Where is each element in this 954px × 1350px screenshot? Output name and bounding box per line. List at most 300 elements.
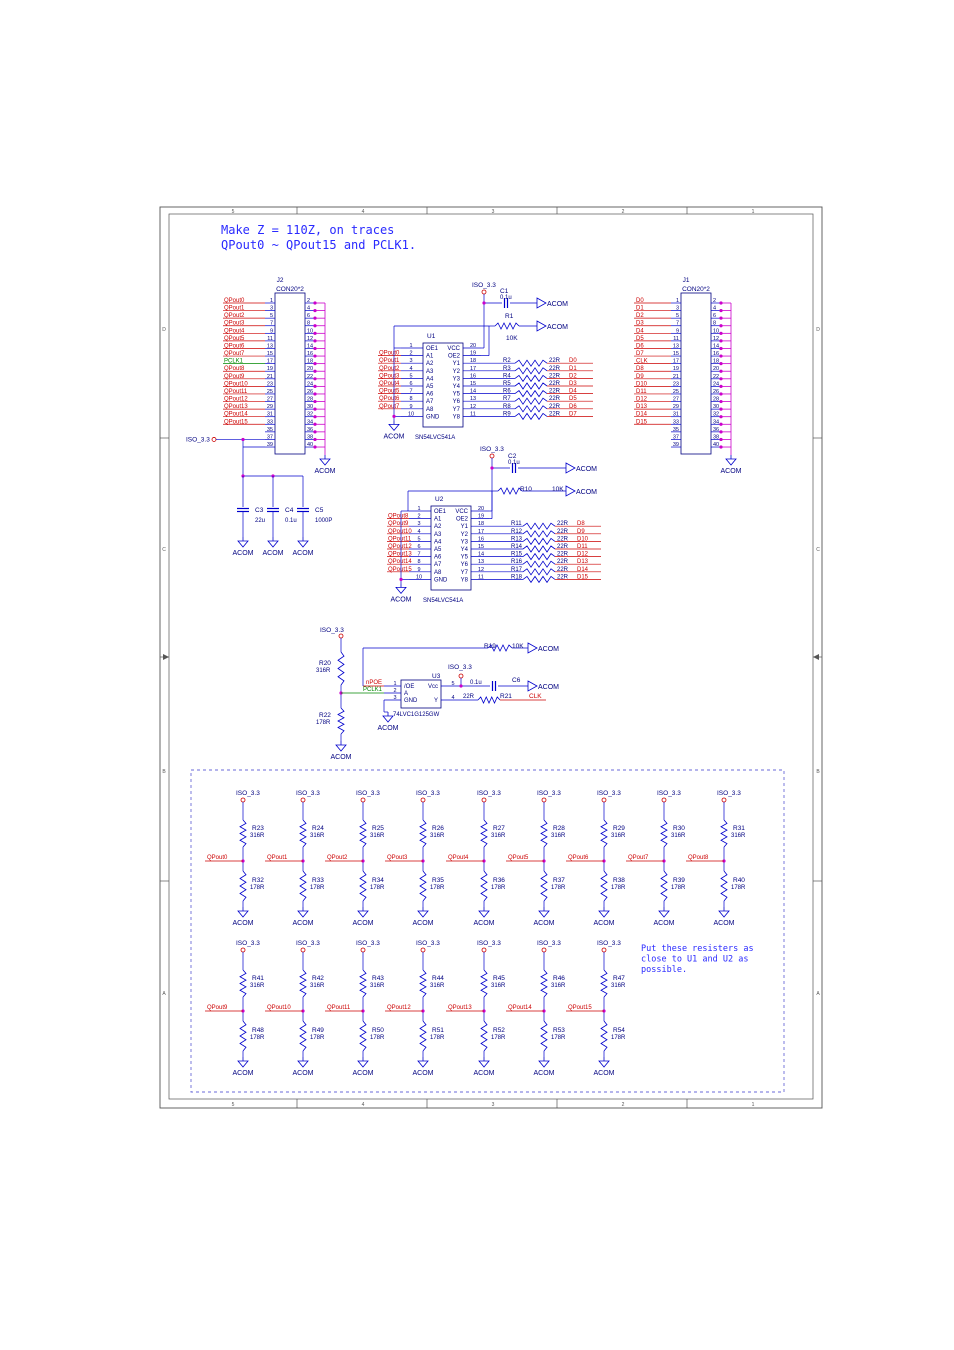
ground-icon — [336, 745, 346, 751]
net-label: D14 — [636, 411, 648, 418]
termination-pair — [506, 790, 566, 927]
net-label: QPout10 — [388, 528, 412, 535]
pin-number: 12 — [477, 566, 485, 573]
termination-pair — [686, 790, 746, 927]
pin-name: GND — [404, 698, 418, 704]
res-ref: R2 — [503, 358, 511, 365]
net-label: D10 — [577, 536, 589, 543]
pin-name: OE2 — [455, 516, 468, 523]
junction-dot — [482, 301, 485, 304]
res-value: 22R — [549, 365, 561, 372]
pin-name: Y7 — [460, 569, 468, 576]
res-ref: R12 — [511, 528, 523, 535]
net-label: D13 — [577, 559, 589, 566]
title-note — [221, 223, 416, 252]
supply-terminal — [241, 798, 245, 802]
ground-icon — [383, 716, 393, 722]
resistor-icon — [541, 820, 547, 847]
termination-pair — [205, 940, 265, 1077]
resistor-icon — [478, 697, 500, 703]
res-value: 316R — [611, 983, 626, 989]
pin-number: 23 — [672, 381, 679, 388]
res-value: 178R — [731, 885, 746, 891]
net-label: QPout5 — [224, 335, 245, 342]
net-label: D2 — [636, 313, 644, 320]
pin-name: Y6 — [452, 399, 460, 406]
res-ref: R27 — [493, 825, 505, 832]
pin-number: 36 — [307, 426, 314, 433]
res-value: 178R — [370, 885, 385, 891]
res-ref: R35 — [432, 877, 444, 884]
ground-label: ACOM — [262, 550, 284, 557]
frame-row-mark: B — [162, 769, 166, 775]
ground-icon — [479, 911, 489, 917]
pin-name: OE1 — [434, 509, 447, 515]
net-label: D1 — [569, 365, 577, 372]
connector-j2 — [186, 277, 336, 475]
pin-number: 38 — [713, 434, 720, 441]
res-value: 316R — [250, 983, 265, 989]
resistor-icon — [240, 871, 246, 901]
cap-value: 0.1u — [500, 295, 512, 301]
supply-label: ISO_3.3 — [480, 446, 504, 453]
pin-number: 19 — [477, 513, 485, 520]
net-label: QPout4 — [224, 328, 245, 335]
pin-number: 16 — [469, 373, 477, 380]
pin-number: 8 — [713, 320, 717, 327]
pin-number: 12 — [469, 403, 477, 410]
pin-number: 27 — [266, 396, 273, 403]
pin-number: 1 — [417, 506, 421, 512]
placement-note-line: Put these resisters as — [641, 944, 754, 954]
res-value: 22R — [557, 528, 569, 535]
res-ref: R36 — [493, 877, 505, 884]
net-label: QPout0 — [207, 855, 228, 861]
ground-label: ACOM — [232, 920, 254, 927]
connector-body — [681, 293, 711, 454]
net-label: QPout0 — [379, 350, 400, 357]
pin-number: 35 — [266, 426, 273, 433]
pin-number: 1 — [269, 298, 273, 304]
res-ref: R1 — [505, 313, 514, 320]
connector-j1 — [634, 277, 742, 475]
supply-label: ISO_3.3 — [477, 790, 501, 797]
connector-ref: J1 — [682, 277, 690, 284]
title-note-line: Make Z = 110Z, on traces — [221, 223, 395, 237]
ground-label: ACOM — [533, 920, 555, 927]
pin-number: 8 — [417, 559, 421, 566]
net-label: D12 — [636, 396, 648, 403]
ic-ref: U3 — [432, 673, 441, 680]
pin-number: 4 — [417, 528, 421, 535]
net-label: D1 — [636, 305, 644, 312]
net-label: QPout14 — [224, 411, 248, 418]
pin-name: A1 — [426, 353, 434, 360]
drawing-frame — [160, 207, 822, 1108]
ground-icon — [358, 911, 368, 917]
ground-label: ACOM — [292, 920, 314, 927]
ground-label: ACOM — [653, 920, 675, 927]
res-ref: R38 — [613, 877, 625, 884]
resistor-icon — [661, 871, 667, 901]
res-ref: R32 — [252, 877, 264, 884]
net-label: QPout10 — [267, 1005, 291, 1011]
net-label: nPOE — [366, 680, 383, 686]
net-label: QPout8 — [388, 513, 409, 520]
pin-number: 38 — [307, 434, 314, 441]
res-value: 22R — [557, 536, 569, 543]
ground-flag-label: ACOM — [547, 301, 568, 308]
res-ref: R25 — [372, 825, 384, 832]
net-label: QPout9 — [388, 521, 409, 528]
ground-icon — [268, 541, 278, 547]
resistor-icon — [661, 820, 667, 847]
pin-number: 1 — [409, 343, 413, 349]
ground-icon — [238, 1061, 248, 1067]
pin-number: 17 — [672, 358, 679, 365]
supply-label: ISO_3.3 — [537, 940, 561, 947]
pin-name: Y — [433, 698, 438, 704]
connector-body — [275, 293, 305, 454]
pin-name: Y4 — [460, 547, 468, 553]
net-label: D7 — [569, 411, 577, 418]
pin-number: 30 — [307, 404, 314, 411]
pin-name: VCC — [455, 509, 468, 515]
pin-number: 3 — [675, 305, 679, 312]
net-label: QPout7 — [628, 855, 649, 861]
frame-col-mark: 4 — [361, 209, 365, 215]
cap-value: 0.1u — [470, 680, 482, 686]
supply-label: ISO_3.3 — [717, 790, 741, 797]
resistor-icon — [360, 820, 366, 847]
supply-terminal — [602, 798, 606, 802]
res-ref: R6 — [503, 388, 511, 395]
pin-number: 39 — [672, 442, 679, 449]
cap-ref: C4 — [285, 507, 294, 514]
resistor-icon — [420, 970, 426, 997]
frame-arrow-icon — [813, 654, 819, 660]
pin-number: 30 — [713, 404, 720, 411]
pin-number: 10 — [713, 328, 720, 335]
res-value: 10K — [512, 643, 524, 650]
pin-number: 19 — [266, 366, 273, 373]
pin-number: 6 — [713, 313, 717, 320]
res-value: 22R — [549, 411, 561, 418]
pin-number: 19 — [469, 350, 477, 357]
pin-name: Y8 — [452, 414, 460, 421]
pin-number: 39 — [266, 442, 273, 449]
res-value: 10K — [552, 486, 564, 493]
net-label: D5 — [569, 396, 577, 403]
pin-name: Y2 — [460, 531, 468, 538]
res-value: 316R — [551, 983, 566, 989]
decoupling-caps — [233, 447, 333, 557]
termination-pair — [325, 790, 385, 927]
pin-name: VCC — [447, 346, 460, 352]
frame-col-mark: 1 — [751, 209, 755, 215]
res-value: 178R — [611, 1035, 626, 1041]
res-value: 316R — [370, 833, 385, 839]
resistor-icon — [523, 546, 555, 552]
resistor-icon — [523, 561, 555, 567]
res-value: 22R — [557, 566, 569, 573]
pin-name: Y8 — [460, 577, 468, 584]
res-ref: R40 — [733, 877, 745, 884]
net-label: D13 — [636, 404, 648, 411]
frame-col-mark: 2 — [621, 1102, 625, 1108]
pin-number: 28 — [307, 396, 314, 403]
cap-value: 0.1u — [285, 518, 297, 524]
resistor-icon — [515, 383, 547, 389]
ground-label: ACOM — [533, 1070, 555, 1077]
res-value: 178R — [671, 885, 686, 891]
junction-dot — [392, 415, 395, 418]
placement-note — [641, 944, 754, 975]
ground-icon — [389, 424, 399, 430]
pin-number: 6 — [409, 381, 413, 387]
res-value: 22R — [557, 559, 569, 566]
resistor-icon — [523, 576, 555, 582]
pin-number: 7 — [675, 320, 679, 327]
pin-number: 9 — [269, 328, 273, 335]
pin-number: 3 — [269, 305, 273, 312]
pin-number: 5 — [451, 681, 455, 687]
net-label: D4 — [636, 328, 644, 335]
pin-name: Y2 — [452, 368, 460, 375]
termination-network — [191, 770, 784, 1092]
pin-number: 11 — [478, 574, 484, 581]
pin-number: 5 — [675, 313, 679, 320]
buffer-u2 — [387, 446, 601, 604]
pin-name: A8 — [434, 569, 442, 576]
resistor-icon — [523, 531, 555, 537]
resistor-icon — [240, 970, 246, 997]
pin-name: Vcc — [427, 684, 438, 690]
ground-label: ACOM — [383, 433, 405, 441]
net-label: QPout11 — [327, 1005, 351, 1011]
pin-number: 1 — [675, 298, 679, 304]
ground-icon — [539, 911, 549, 917]
termination-pair — [626, 790, 686, 927]
net-label: QPout14 — [508, 1005, 532, 1011]
net-label: QPout15 — [568, 1005, 592, 1011]
net-label: D4 — [569, 388, 577, 395]
supply-label: ISO_3.3 — [416, 790, 440, 797]
pin-number: 5 — [409, 373, 413, 380]
pin-number: 2 — [409, 350, 413, 357]
net-label: D0 — [569, 358, 577, 365]
ground-label: ACOM — [330, 754, 352, 761]
connector-part: CON20*2 — [682, 286, 710, 293]
frame-col-mark: 4 — [361, 1102, 365, 1108]
ground-label: ACOM — [390, 596, 412, 604]
net-label: PCLK1 — [363, 687, 383, 693]
termination-pair — [385, 790, 445, 927]
res-value: 178R — [430, 885, 445, 891]
frame-arrow-icon — [163, 654, 169, 660]
res-ref: R13 — [511, 536, 523, 543]
res-ref: R20 — [319, 660, 331, 667]
pin-name: Y5 — [460, 554, 468, 561]
pin-name: OE1 — [426, 346, 439, 352]
ground-label: ACOM — [352, 1070, 374, 1077]
pin-number: 18 — [477, 521, 485, 528]
resistor-icon — [541, 970, 547, 997]
resistor-icon — [481, 970, 487, 997]
frame-row-mark: B — [816, 769, 820, 775]
pin-number: 33 — [266, 419, 273, 426]
ground-label: ACOM — [232, 1070, 254, 1077]
res-value: 22R — [549, 381, 561, 387]
pin-number: 3 — [409, 358, 413, 365]
res-ref: R19 — [484, 643, 496, 650]
pin-number: 13 — [672, 343, 679, 350]
pin-number: 14 — [307, 343, 314, 350]
res-value: 22R — [557, 521, 569, 528]
supply-label: ISO_3.3 — [537, 790, 561, 797]
ground-icon — [418, 1061, 428, 1067]
supply-label: ISO_3.3 — [356, 790, 380, 797]
pin-number: 17 — [469, 365, 477, 372]
pin-number: 19 — [672, 366, 679, 373]
res-ref: R34 — [372, 877, 384, 884]
pin-number: 25 — [266, 388, 273, 395]
ground-label: ACOM — [412, 1070, 434, 1077]
supply-terminal — [361, 798, 365, 802]
pin-number: 16 — [713, 351, 720, 358]
res-value: 22R — [557, 551, 569, 558]
resistor-icon — [541, 871, 547, 901]
frame-col-mark: 2 — [621, 209, 625, 215]
res-value: 10K — [506, 335, 518, 342]
res-value: 22R — [549, 403, 561, 410]
net-label: CLK — [529, 693, 542, 700]
frame-col-mark: 3 — [491, 209, 495, 215]
pin-number: 4 — [409, 365, 413, 372]
resistor-icon — [420, 820, 426, 847]
res-ref: R49 — [312, 1027, 324, 1034]
frame-row-mark: C — [162, 547, 166, 553]
junction-dot — [399, 578, 402, 581]
net-label: D3 — [636, 320, 644, 327]
net-label: D0 — [636, 298, 644, 304]
res-ref: R37 — [553, 877, 565, 884]
ground-flag-label: ACOM — [538, 646, 559, 653]
frame-col-mark: 3 — [491, 1102, 495, 1108]
ic-ref: U2 — [435, 496, 444, 503]
res-ref: R3 — [503, 365, 511, 372]
placement-note-line: close to U1 and U2 as — [641, 954, 749, 965]
resistor-icon — [240, 1021, 246, 1051]
net-label: QPout3 — [387, 855, 408, 861]
ic-part: SN54LVC541A — [415, 435, 456, 441]
pin-number: 15 — [469, 381, 477, 387]
net-label: QPout4 — [448, 855, 469, 861]
frame-row-mark: D — [162, 327, 166, 333]
net-label: D6 — [636, 343, 644, 350]
net-label: D11 — [577, 544, 588, 550]
pin-number: 15 — [266, 351, 273, 358]
placement-note-line: possible. — [641, 965, 688, 975]
res-value: 316R — [310, 983, 325, 989]
pin-name: Y5 — [452, 391, 460, 398]
pin-name: A6 — [434, 554, 442, 561]
ground-flag-icon — [566, 463, 575, 473]
res-ref: R8 — [503, 403, 511, 410]
pin-number: 17 — [477, 528, 485, 535]
pin-number: 20 — [713, 366, 720, 373]
pin-number: 6 — [417, 544, 421, 550]
junction-dot — [459, 684, 462, 687]
ground-icon — [298, 541, 308, 547]
ground-flag-label: ACOM — [547, 324, 568, 331]
supply-label: ISO_3.3 — [448, 664, 472, 671]
net-label: QPout4 — [379, 381, 400, 387]
res-ref: R18 — [511, 574, 523, 581]
pin-number: 36 — [713, 426, 720, 433]
res-ref: R52 — [493, 1027, 505, 1034]
net-label: QPout9 — [224, 373, 245, 380]
cap-ref: C6 — [512, 677, 521, 684]
supply-terminal — [602, 948, 606, 952]
res-ref: R48 — [252, 1027, 264, 1034]
res-value: 178R — [316, 720, 331, 726]
termination-pair — [385, 940, 445, 1077]
ground-flag-label: ACOM — [538, 684, 559, 691]
pin-number: 11 — [470, 411, 476, 418]
pin-number: 1 — [393, 681, 397, 687]
res-ref: R51 — [432, 1027, 444, 1034]
net-label: D10 — [636, 381, 648, 388]
pin-number: 14 — [713, 343, 720, 350]
pin-number: 16 — [477, 536, 485, 543]
resistor-icon — [523, 569, 555, 575]
ground-label: ACOM — [232, 550, 254, 557]
pin-number: 2 — [393, 688, 397, 694]
resistor-icon — [420, 1021, 426, 1051]
pin-number: 9 — [417, 566, 421, 573]
pin-number: 15 — [672, 351, 679, 358]
ground-flag-icon — [537, 321, 546, 331]
pin-number: 15 — [477, 544, 485, 550]
res-value: 178R — [310, 1035, 325, 1041]
pin-number: 32 — [307, 411, 314, 418]
clock-buffer-u3 — [316, 627, 559, 761]
net-label: QPout14 — [388, 559, 412, 566]
resistor-icon — [300, 871, 306, 901]
cap-ref: C2 — [508, 453, 517, 460]
ground-label: ACOM — [713, 920, 735, 927]
pin-number: 2 — [713, 298, 717, 304]
ground-label: ACOM — [473, 920, 495, 927]
pin-number: 9 — [675, 328, 679, 335]
net-label: D9 — [636, 373, 644, 380]
pin-name: A1 — [434, 516, 442, 523]
pin-name: Y1 — [452, 361, 460, 368]
resistor-icon — [360, 970, 366, 997]
net-label: D2 — [569, 373, 577, 380]
termination-pair — [265, 940, 325, 1077]
junction-dot — [241, 438, 244, 441]
res-value: 316R — [310, 833, 325, 839]
res-ref: R54 — [613, 1027, 625, 1034]
buffer-u1 — [378, 282, 593, 441]
frame-row-mark: C — [816, 547, 820, 553]
pin-number: 24 — [307, 381, 314, 388]
pin-number: 20 — [469, 343, 477, 349]
pin-number: 26 — [307, 388, 314, 395]
termination-pair — [506, 940, 566, 1077]
